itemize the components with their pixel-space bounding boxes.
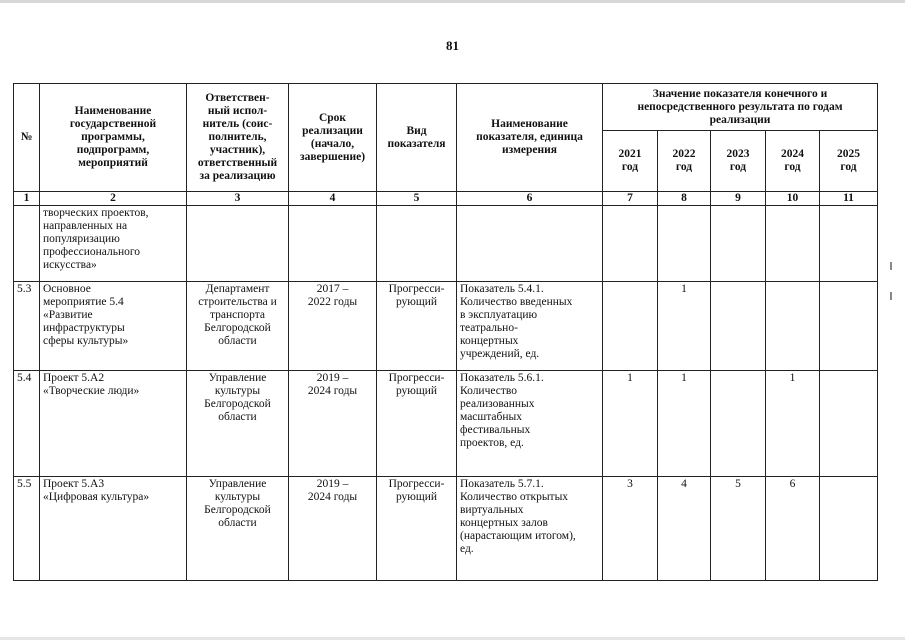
row-period: 2019 – 2024 годы (289, 371, 377, 477)
column-index: 8 (658, 192, 711, 206)
row-executor: Управление культуры Белгородской области (187, 477, 289, 581)
row-value-2022 (658, 206, 711, 282)
row-number: 5.4 (14, 371, 40, 477)
row-number: 5.3 (14, 282, 40, 371)
row-indicator-type (377, 206, 457, 282)
row-program-name: творческих проектов, направленных на популяризацию профессионального искусства» (40, 206, 187, 282)
row-value-2024: 6 (766, 477, 820, 581)
row-executor: Департамент строительства и транспорта Белгородской области (187, 282, 289, 371)
column-index: 6 (457, 192, 603, 206)
table-row (14, 371, 878, 477)
row-value-2023 (711, 371, 766, 477)
header-executor: Ответствен- ный испол- нитель (соис- полнитель, участник), ответственный за реализацию (187, 84, 289, 192)
header-year-2025: 2025 год (820, 131, 878, 192)
row-program-name: Основное мероприятие 5.4 «Развитие инфраструктуры сферы культуры» (40, 282, 187, 371)
scan-speck (890, 292, 892, 300)
header-number: № (14, 84, 40, 192)
row-period: 2019 – 2024 годы (289, 477, 377, 581)
row-indicator-name: Показатель 5.4.1. Количество введенных в эксплуатацию театрально- концертных учреждений, ед. (457, 282, 603, 371)
row-value-2024: 1 (766, 371, 820, 477)
row-value-2023: 5 (711, 477, 766, 581)
header-indicator-name: Наименование показателя, единица измерения (457, 84, 603, 192)
row-value-2025 (820, 371, 878, 477)
header-year-2024: 2024 год (766, 131, 820, 192)
row-indicator-name: Показатель 5.6.1. Количество реализованных масштабных фестивальных проектов, ед. (457, 371, 603, 477)
column-index: 4 (289, 192, 377, 206)
row-indicator-type: Прогресси- рующий (377, 371, 457, 477)
row-value-2023 (711, 206, 766, 282)
column-index: 2 (40, 192, 187, 206)
row-period: 2017 – 2022 годы (289, 282, 377, 371)
row-value-2024 (766, 282, 820, 371)
header-values-group: Значение показателя конечного и непосредственного результата по годам реализации (603, 84, 878, 131)
column-index: 3 (187, 192, 289, 206)
table-row (14, 282, 878, 371)
header-year-2022: 2022 год (658, 131, 711, 192)
table-row (14, 477, 878, 581)
row-program-name: Проект 5.А2 «Творческие люди» (40, 371, 187, 477)
row-indicator-type: Прогресси- рующий (377, 477, 457, 581)
row-value-2023 (711, 282, 766, 371)
column-index: 9 (711, 192, 766, 206)
row-value-2021: 3 (603, 477, 658, 581)
page-number: 81 (446, 38, 459, 53)
indicator-table (13, 83, 878, 581)
row-executor (187, 206, 289, 282)
header-indicator-type: Вид показателя (377, 84, 457, 192)
row-value-2022: 1 (658, 282, 711, 371)
header-program-name: Наименование государственной программы, подпрограмм, мероприятий (40, 84, 187, 192)
row-value-2022: 4 (658, 477, 711, 581)
table-row (14, 206, 878, 282)
row-value-2024 (766, 206, 820, 282)
header-year-2023: 2023 год (711, 131, 766, 192)
column-index: 7 (603, 192, 658, 206)
row-value-2021: 1 (603, 371, 658, 477)
column-index: 5 (377, 192, 457, 206)
header-period: Срок реализации (начало, завершение) (289, 84, 377, 192)
row-indicator-type: Прогресси- рующий (377, 282, 457, 371)
row-value-2025 (820, 206, 878, 282)
row-indicator-name (457, 206, 603, 282)
row-value-2025 (820, 477, 878, 581)
scan-top-edge (0, 0, 905, 3)
row-value-2025 (820, 282, 878, 371)
row-executor: Управление культуры Белгородской области (187, 371, 289, 477)
row-number: 5.5 (14, 477, 40, 581)
row-value-2021 (603, 282, 658, 371)
column-index: 1 (14, 192, 40, 206)
header-year-2021: 2021 год (603, 131, 658, 192)
row-number (14, 206, 40, 282)
column-index: 10 (766, 192, 820, 206)
row-value-2021 (603, 206, 658, 282)
column-index: 11 (820, 192, 878, 206)
row-program-name: Проект 5.А3 «Цифровая культура» (40, 477, 187, 581)
scan-speck (890, 262, 892, 270)
row-period (289, 206, 377, 282)
row-indicator-name: Показатель 5.7.1. Количество открытых виртуальных концертных залов (нарастающим итогом), ед. (457, 477, 603, 581)
row-value-2022: 1 (658, 371, 711, 477)
